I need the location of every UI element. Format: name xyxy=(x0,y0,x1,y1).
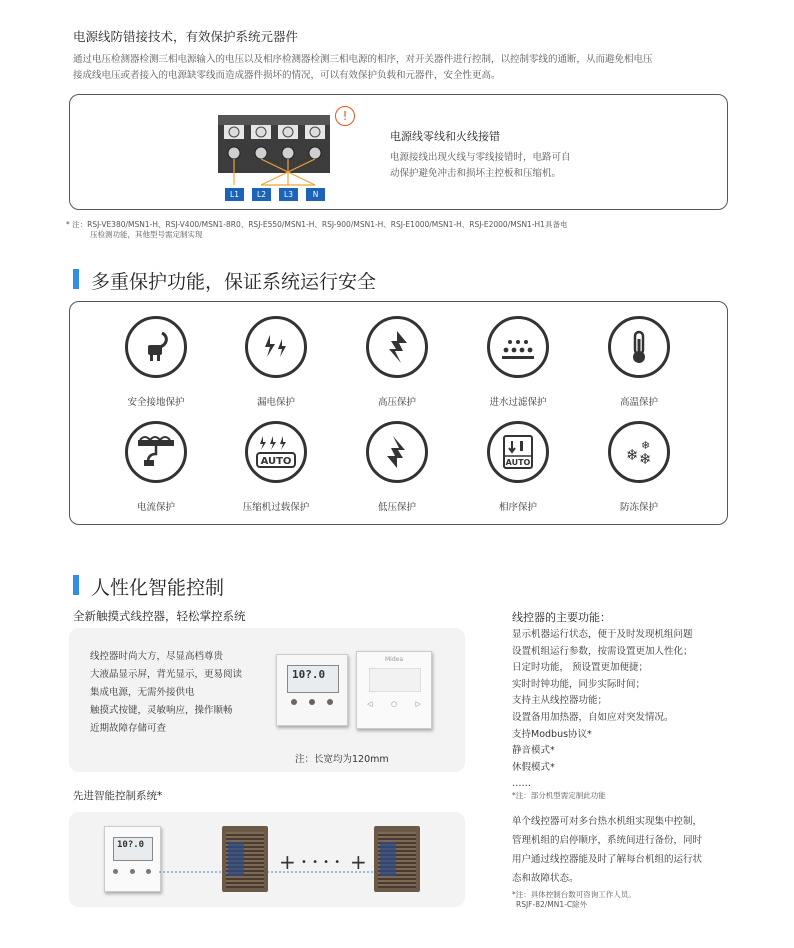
auto-label: AUTO xyxy=(260,456,292,467)
lcd-readout: 10?.0 xyxy=(292,668,326,681)
controller-buttons xyxy=(291,699,333,715)
svg-text:❄: ❄ xyxy=(626,446,639,464)
feature-line: 大液晶显示屏，背光显示，更易阅读 xyxy=(90,669,243,680)
wiring-card-desc-line: 动保护避免冲击和损坏主控板和压缩机。 xyxy=(390,168,562,179)
size-note: 注：长宽均为120mm xyxy=(295,754,389,765)
protection-label: 相序保护 xyxy=(498,502,537,513)
unit-coil xyxy=(228,842,244,876)
function-line: 支持Modbus协议* xyxy=(512,728,592,740)
thermometer-icon xyxy=(608,316,670,378)
wired-controller-dark-image xyxy=(276,654,348,726)
lcd-screen xyxy=(287,665,339,693)
leakage-bolt-icon xyxy=(245,316,307,378)
smart-section-title: 人性化智能控制 xyxy=(91,577,225,599)
function-line: 显示机器运行状态，便于及时发现机组问题 xyxy=(512,629,693,640)
feature-line: 集成电源，无需外接供电 xyxy=(90,687,195,698)
protection-label: 进水过滤保护 xyxy=(489,397,547,408)
function-line: 设置机组运行参数，按需设置更加人性化； xyxy=(512,645,693,657)
auto-label: AUTO xyxy=(505,458,531,467)
protection-label: 防冻保护 xyxy=(619,502,658,513)
wiring-note-line: 压检测功能，其他型号需定制实现 xyxy=(90,230,203,239)
unit-coil xyxy=(380,842,396,876)
lcd-readout: 10?.0 xyxy=(117,840,145,850)
protection-section-title: 多重保护功能，保证系统运行安全 xyxy=(91,271,377,293)
protection-label: 漏电保护 xyxy=(256,397,295,408)
function-line: 实时时钟功能，同步实际时间； xyxy=(512,678,646,690)
feature-line: 线控器时尚大方，尽显高档尊贵 xyxy=(90,651,224,662)
protection-label: 压缩机过载保护 xyxy=(242,502,310,513)
wired-controller-light-image xyxy=(356,651,432,729)
system-desc-line: 管理机组的启停顺序，系统间进行备份，同时 xyxy=(512,835,703,846)
feature-line: 近期故障存储可查 xyxy=(90,723,167,734)
function-line: 日定时功能， 预设置更加便捷； xyxy=(512,662,649,674)
functions-list xyxy=(512,627,693,793)
lcd-screen-off xyxy=(369,668,421,692)
terminal-label: N xyxy=(306,188,325,201)
system-desc-line: 用户通过线控器能及时了解每台机组的运行状 xyxy=(512,854,703,865)
protection-label: 电流保护 xyxy=(136,502,175,513)
wiring-card-desc-line: 电源接线出现火线与零线接错时，电路可自 xyxy=(390,152,571,163)
wiring-desc-line: 接成线电压或者接入的电源缺零线而造成器件损坏的情况，可以有效保护负载和元器件，安全性更高。 xyxy=(73,70,501,81)
lcd-screen xyxy=(113,837,153,861)
control-system-desc xyxy=(512,812,702,888)
control-system-note xyxy=(512,890,636,910)
control-system-title: 先进智能控制系统* xyxy=(73,790,163,802)
system-desc-line: 单个线控器可对多台热水机组实现集中控制， xyxy=(512,816,703,827)
wiring-title: 电源线防错接技术，有效保护系统元器件 xyxy=(73,29,299,44)
wiring-description xyxy=(73,52,733,84)
system-note-line: RSJF-82/MN1-C除外 xyxy=(516,900,588,909)
function-line: 静音模式* xyxy=(512,745,555,757)
wiring-card-desc xyxy=(390,150,670,182)
function-line: …… xyxy=(512,778,531,790)
touch-controller-title: 全新触摸式线控器，轻松掌控系统 xyxy=(73,609,246,623)
heat-pump-unit-image xyxy=(222,826,268,892)
touch-controller-features xyxy=(90,648,242,738)
feature-line: 触摸式按键，灵敏响应，操作顺畅 xyxy=(90,705,233,716)
wiring-note xyxy=(66,220,746,240)
functions-title: 线控器的主要功能： xyxy=(512,611,611,624)
system-controller-image xyxy=(104,826,161,892)
section-marker xyxy=(73,575,79,595)
protection-label: 安全接地保护 xyxy=(127,397,185,408)
compressor-overload-icon xyxy=(245,421,307,483)
wiring-note-line: * 注：RSJ-VE380/MSN1-H、RSJ-V400/MSN1-8R0、RSJ-E550/MSN1-H、RSJ-900/MSN1-H、RSJ-E1000/MSN1-H、RSJ-E2000/MSN1-H1具备电 xyxy=(66,220,568,229)
warning-icon: ! xyxy=(335,106,355,126)
functions-note: *注：部分机型需定制此功能 xyxy=(512,791,606,800)
heat-pump-unit-image xyxy=(374,826,420,892)
low-pressure-icon xyxy=(366,421,428,483)
protection-label: 高压保护 xyxy=(377,397,416,408)
phase-sequence-icon xyxy=(487,421,549,483)
terminal-label: L2 xyxy=(252,188,271,201)
snowflake-icon xyxy=(608,421,670,483)
function-line: 设置备用加热器，自如应对突发情况。 xyxy=(512,711,674,723)
plus-symbol: + xyxy=(279,850,296,874)
wiring-desc-line: 通过电压检测器检测三相电源输入的电压以及相序检测器检测三相电源的相序，对开关器件进行控制，以控制零线的通断，从而避免相电压 xyxy=(73,54,653,65)
terminal-top xyxy=(218,115,330,125)
function-line: 支持主从线控器功能； xyxy=(512,695,608,707)
protection-label: 高温保护 xyxy=(619,397,658,408)
brand-mark: Midea xyxy=(384,656,404,663)
high-pressure-icon xyxy=(366,316,428,378)
terminal-labels xyxy=(225,188,325,201)
terminal-label: L3 xyxy=(279,188,298,201)
water-filter-icon xyxy=(487,316,549,378)
system-note-line: *注：具体控制台数可咨询工作人员。 xyxy=(512,890,636,899)
svg-text:❄: ❄ xyxy=(639,450,652,468)
wiring-card-title: 电源线零线和火线接错 xyxy=(390,130,500,143)
function-line: 休假模式* xyxy=(512,761,555,773)
wiring-card xyxy=(69,94,728,210)
more-units-dots: • • • • xyxy=(301,857,342,868)
system-desc-line: 态和故障状态。 xyxy=(512,873,579,884)
current-icon xyxy=(125,421,187,483)
controller-buttons xyxy=(113,869,151,874)
protection-label: 低压保护 xyxy=(377,502,416,513)
plus-symbol: + xyxy=(350,850,367,874)
ground-plug-icon xyxy=(125,316,187,378)
svg-text:❄: ❄ xyxy=(641,439,651,452)
terminal-label: L1 xyxy=(225,188,244,201)
section-marker xyxy=(73,269,79,289)
touch-keys: ◁ ○ ▷ xyxy=(367,700,421,708)
